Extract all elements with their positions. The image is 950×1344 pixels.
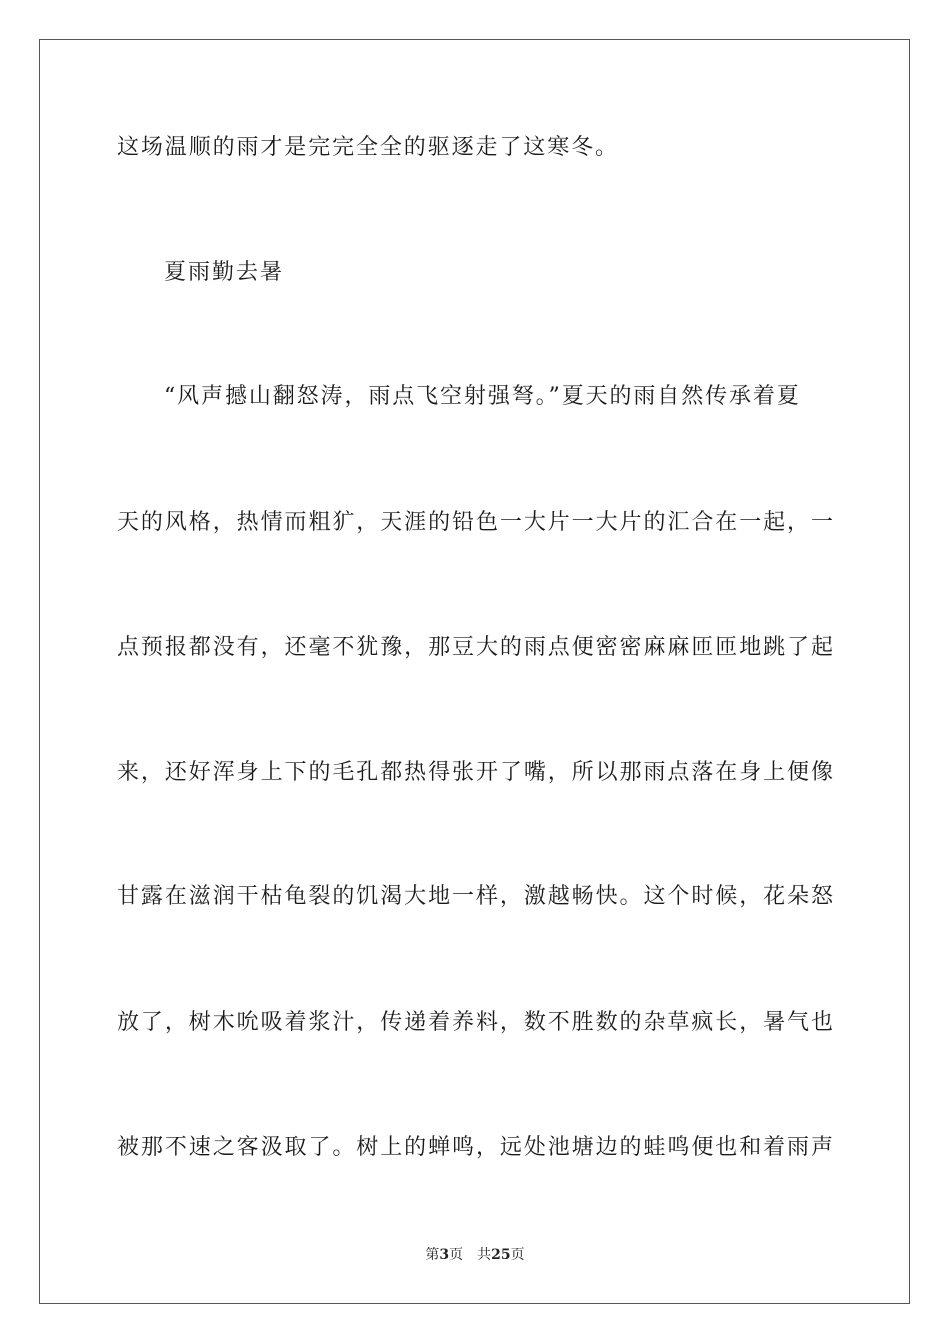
- page-suffix: 页: [449, 1247, 464, 1263]
- paragraph-line: 放了，树木吮吸着浆汁，传递着养料，数不胜数的杂草疯长，暑气也: [117, 1010, 833, 1035]
- total-prefix: 共: [477, 1247, 492, 1263]
- page-number: 3: [439, 1247, 450, 1263]
- section-heading: 夏雨勤去暑: [164, 260, 285, 285]
- paragraph-line: 点预报都没有，还毫不犹豫，那豆大的雨点便密密麻麻匝匝地跳了起: [117, 635, 833, 660]
- page-footer: [0, 1246, 950, 1264]
- paragraph-line: 来，还好浑身上下的毛孔都热得张开了嘴，所以那雨点落在身上便像: [117, 760, 833, 785]
- paragraph-line: 这场温顺的雨才是完完全全的驱逐走了这寒冬。: [117, 135, 619, 160]
- page-border: [39, 39, 910, 1304]
- paragraph-line: 被那不速之客汲取了。树上的蝉鸣，远处池塘边的蛙鸣便也和着雨声: [117, 1135, 833, 1160]
- page-prefix: 第: [425, 1247, 440, 1263]
- paragraph-line: 甘露在滋润干枯龟裂的饥渴大地一样，激越畅快。这个时候，花朵怒: [117, 884, 833, 909]
- paragraph-line: “风声撼山翻怒涛，雨点飞空射强弩。”夏天的雨自然传承着夏: [164, 384, 801, 409]
- total-pages: 25: [491, 1247, 511, 1263]
- paragraph-line: 天的风格，热情而粗犷，天涯的铅色一大片一大片的汇合在一起，一: [117, 510, 833, 535]
- total-suffix: 页: [510, 1247, 525, 1263]
